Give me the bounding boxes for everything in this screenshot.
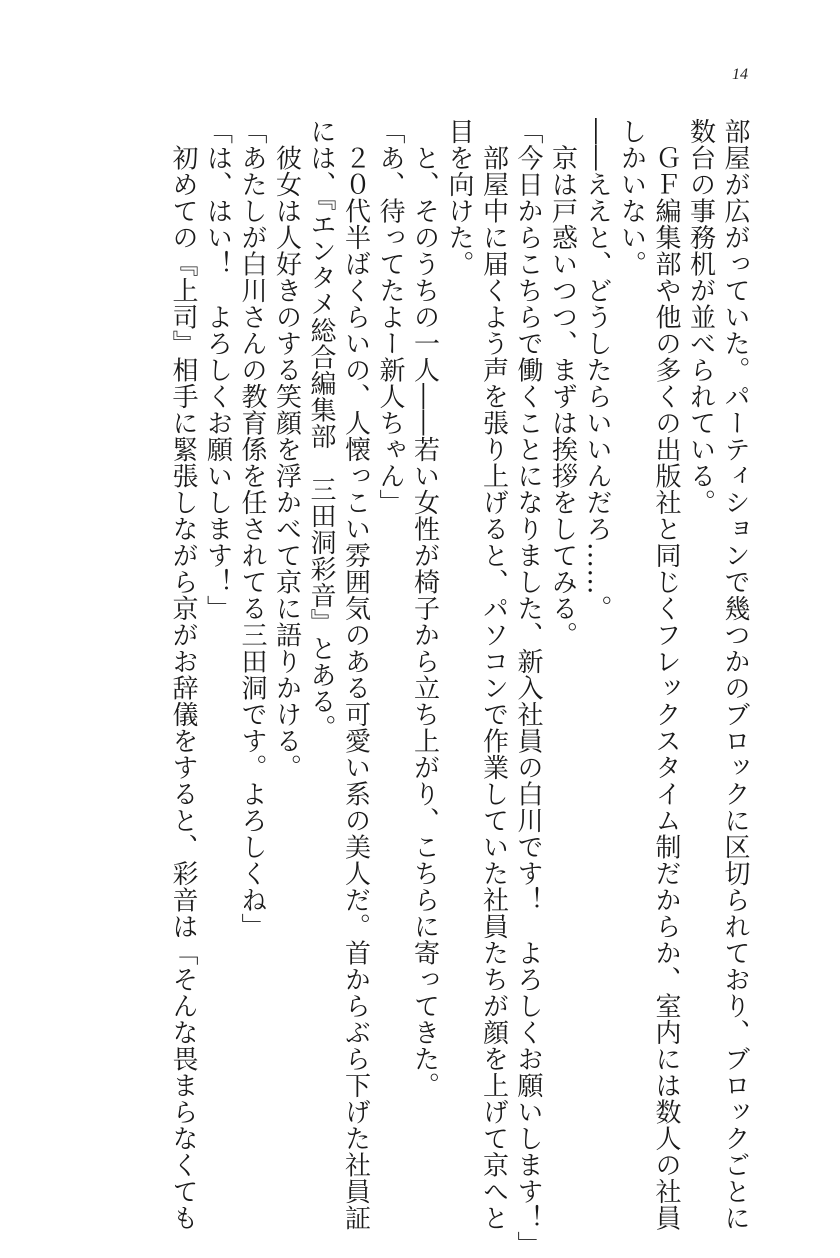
vertical-body-text (166, 118, 753, 1258)
text-line: ２０代半ばくらいの、人懐っこい雰囲気のある可愛い系の美人だ。首からぶら下げた社員証 (340, 118, 371, 1231)
text-line: しかいない。 (616, 118, 647, 277)
text-line: 「あたしが白川さんの教育係を任されてる三田洞です。よろしくね」 (237, 118, 267, 940)
text-line: には、『エンタメ総合編集部 三田洞彩音』とある。 (306, 118, 336, 741)
text-line: 部屋が広がっていた。パーティションで幾つかのブロックに区切られており、ブロックごとに (720, 118, 750, 1231)
text-line: 目を向けた。 (444, 118, 474, 277)
text-line: 数台の事務机が並べられている。 (685, 118, 716, 516)
text-line: 部屋中に届くよう声を張り上げると、パソコンで作業していた社員たちが顔を上げて京へと (478, 118, 509, 1231)
text-line: 「今日からこちらで働くことになりました、新入社員の白川です！ よろしくお願いします！」 (513, 118, 543, 1258)
text-line: 「は、はい！ よろしくお願いします！」 (202, 118, 233, 622)
page-number: 14 (732, 66, 748, 83)
text-line: 「あ、待ってたよー新人ちゃん」 (375, 118, 405, 516)
text-line: と、そのうちの一人――若い女性が椅子から立ち上がり、こちらに寄ってきた。 (409, 118, 440, 1099)
text-line: ――ええと、どうしたらいいんだろ……。 (582, 118, 612, 622)
text-line: 彼女は人好きのする笑顔を浮かべて京に語りかける。 (271, 118, 302, 781)
text-line: ＧＦ編集部や他の多くの出版社と同じくフレックスタイム制だからか、室内には数人の社員 (651, 118, 681, 1231)
text-line: 京は戸惑いつつ、まずは挨拶をしてみる。 (547, 118, 578, 648)
text-line: 初めての『上司』相手に緊張しながら京がお辞儀をすると、彩音は「そんな畏まらなくても (168, 118, 198, 1231)
